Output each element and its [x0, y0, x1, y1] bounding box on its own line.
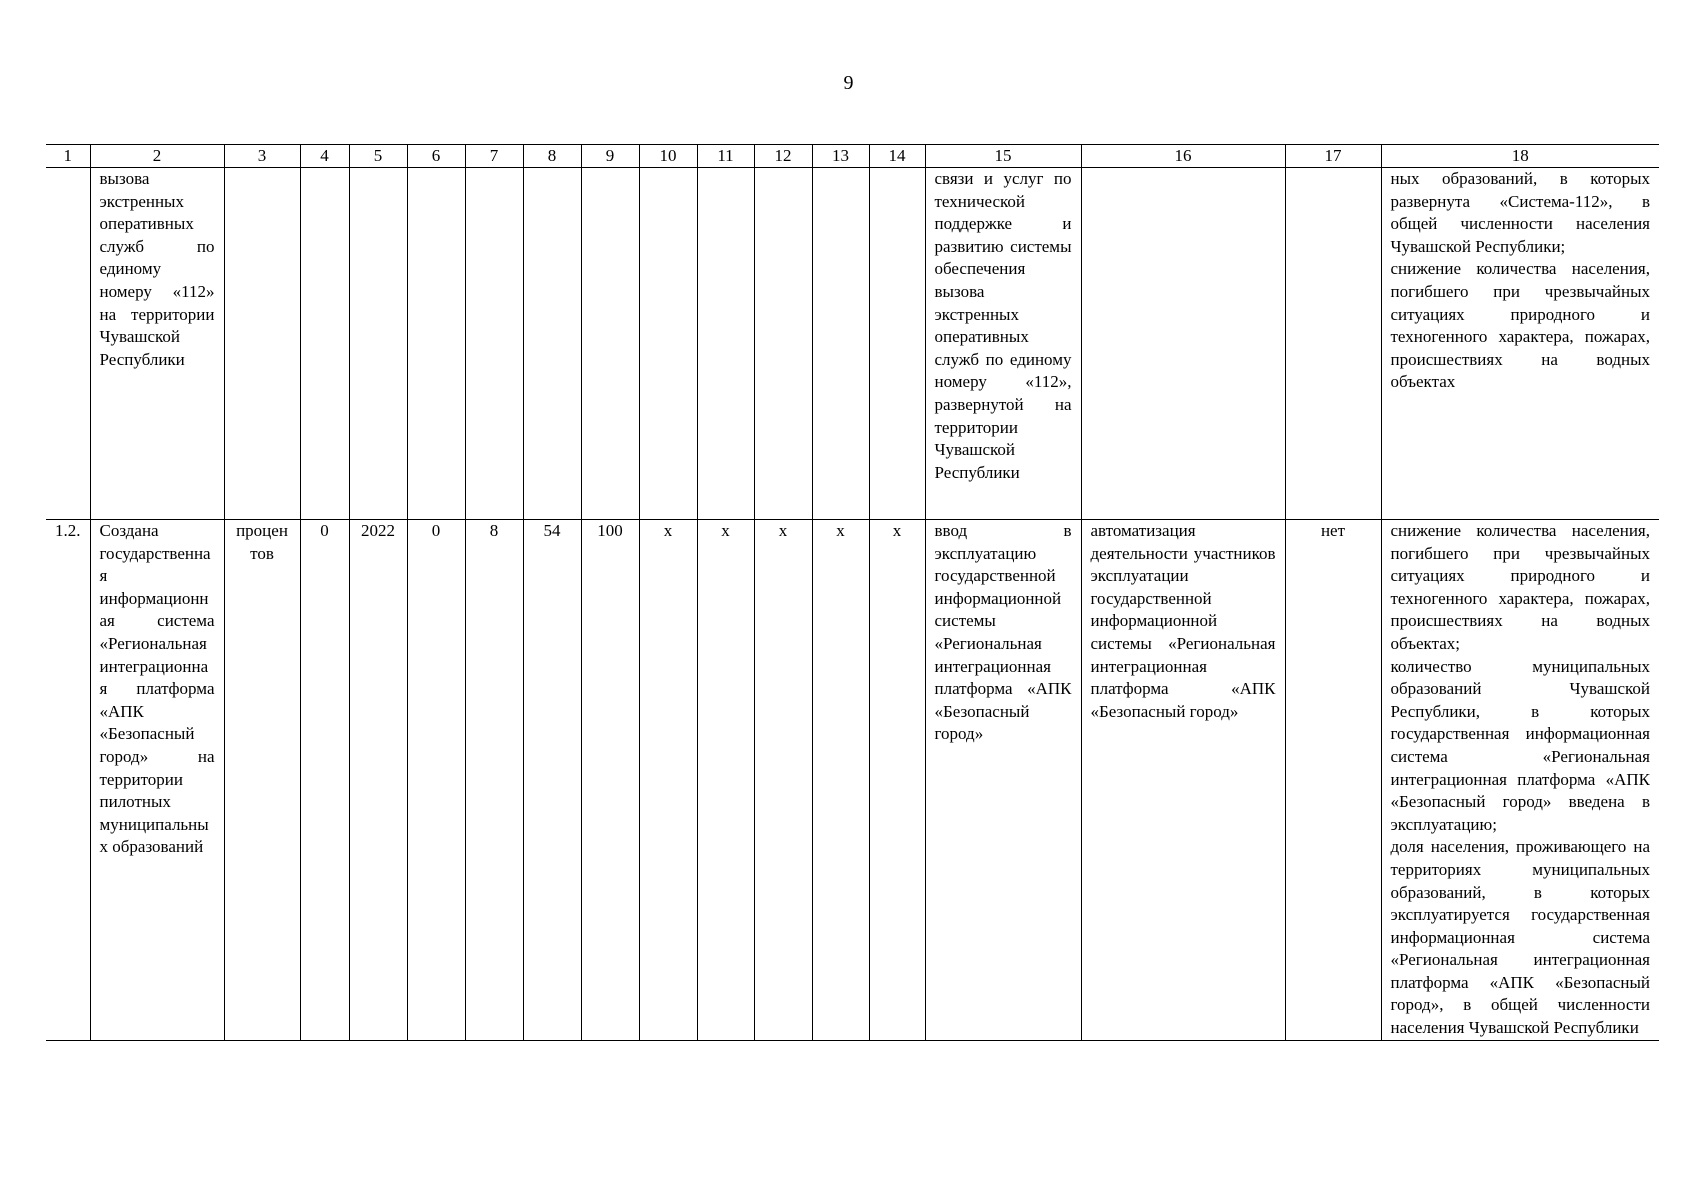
- page-number: 9: [843, 72, 854, 94]
- task-description: связи и услуг по технической поддержке и развитию системы обеспечения вызова экстренных оперативных служб по единому номеру «112», развернутой на территории Чувашской Республики: [925, 168, 1081, 520]
- indicator-item: доля населения, проживающего на территориях муниципальных образований, в которых эксплуатируется государственная информационная система «Региональная интеграционная платформа «АПК «Безопасный город», в общей численности населения Чувашской Республики: [1390, 837, 1650, 1038]
- col-header: 1: [46, 145, 90, 168]
- value-cell: [754, 168, 812, 520]
- col-header: 16: [1081, 145, 1285, 168]
- indicator-list: [1391, 520, 1651, 1040]
- table-row: [46, 168, 1659, 520]
- col-header: 5: [349, 145, 407, 168]
- unit-cell: процентов: [224, 520, 300, 1041]
- value-cell: [407, 168, 465, 520]
- event-name: вызова экстренных оперативных служб по единому номеру «112» на территории Чувашской Республики: [90, 168, 224, 520]
- row-number: [46, 168, 90, 520]
- value-cell: 54: [523, 520, 581, 1041]
- value-cell: [639, 168, 697, 520]
- col-header: 10: [639, 145, 697, 168]
- characteristic-cell: [1081, 168, 1285, 520]
- value-cell: х: [869, 520, 925, 1041]
- task-description: ввод в эксплуатацию государственной информационной системы «Региональная интеграционная платформа «АПК «Безопасный город»: [925, 520, 1081, 1041]
- value-cell: 2022: [349, 520, 407, 1041]
- link-flag-cell: [1285, 168, 1381, 520]
- value-cell: х: [812, 520, 869, 1041]
- col-header: 4: [300, 145, 349, 168]
- value-cell: х: [639, 520, 697, 1041]
- indicator-links: [1381, 168, 1659, 520]
- col-header: 17: [1285, 145, 1381, 168]
- col-header: 12: [754, 145, 812, 168]
- col-header: 9: [581, 145, 639, 168]
- column-number-row: [46, 145, 1659, 168]
- col-header: 18: [1381, 145, 1659, 168]
- col-header: 3: [224, 145, 300, 168]
- value-cell: 100: [581, 520, 639, 1041]
- value-cell: [581, 168, 639, 520]
- value-cell: х: [697, 520, 754, 1041]
- indicator-list: [1391, 168, 1651, 394]
- indicator-item: снижение количества населения, погибшего при чрезвычайных ситуациях природного и техногенного характера, пожарах, происшествиях на водных объектах: [1390, 259, 1650, 392]
- characteristic-cell: автоматизация деятельности участников эксплуатации государственной информационной системы «Региональная интеграционная платформа «АПК «Безопасный город»: [1081, 520, 1285, 1041]
- col-header: 8: [523, 145, 581, 168]
- indicator-item: ных образований, в которых развернута «Система-112», в общей численности населения Чувашской Республики;: [1390, 169, 1650, 256]
- value-cell: 0: [407, 520, 465, 1041]
- indicator-links: [1381, 520, 1659, 1041]
- value-cell: [349, 168, 407, 520]
- indicator-item: снижение количества населения, погибшего при чрезвычайных ситуациях природного и техногенного характера, пожарах, происшествиях на водных объектах;: [1390, 521, 1650, 653]
- col-header: 13: [812, 145, 869, 168]
- col-header: 6: [407, 145, 465, 168]
- value-cell: х: [754, 520, 812, 1041]
- value-cell: [465, 168, 523, 520]
- value-cell: 8: [465, 520, 523, 1041]
- value-cell: [523, 168, 581, 520]
- value-cell: 0: [300, 520, 349, 1041]
- row-number: 1.2.: [46, 520, 90, 1041]
- program-table: [46, 144, 1659, 1041]
- value-cell: [812, 168, 869, 520]
- table-row: [46, 520, 1659, 1041]
- value-cell: [869, 168, 925, 520]
- value-cell: [300, 168, 349, 520]
- link-flag-cell: нет: [1285, 520, 1381, 1041]
- col-header: 11: [697, 145, 754, 168]
- col-header: 14: [869, 145, 925, 168]
- col-header: 7: [465, 145, 523, 168]
- indicator-item: количество муниципальных образований Чувашской Республики, в которых государственная информационная система «Региональная интеграционная платформа «АПК «Безопасный город» введена в эксплуатацию;: [1390, 656, 1650, 834]
- col-header: 15: [925, 145, 1081, 168]
- unit-cell: [224, 168, 300, 520]
- col-header: 2: [90, 145, 224, 168]
- value-cell: [697, 168, 754, 520]
- event-name: Создана государственная информационная система «Региональная интеграционная платформа «АПК «Безопасный город» на территории пилотных муниципальных образований: [90, 520, 224, 1041]
